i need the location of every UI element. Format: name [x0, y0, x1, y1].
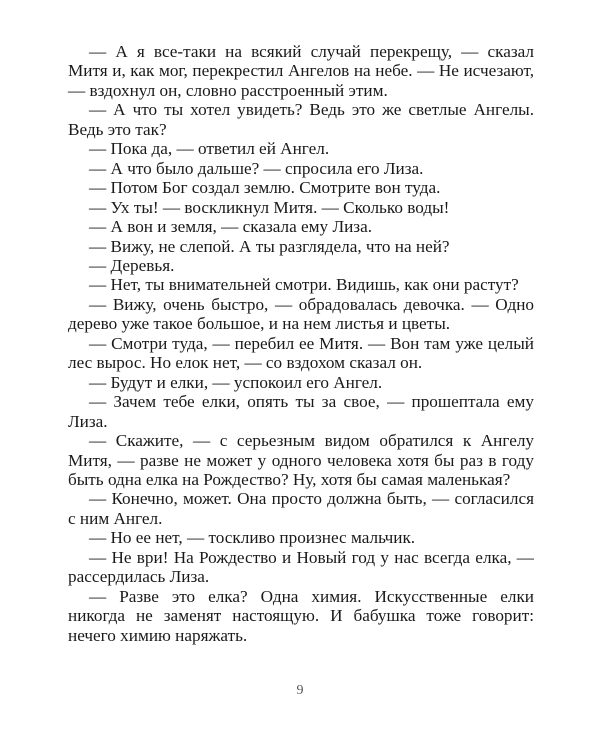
paragraph-18: — Не ври! На Рождество и Новый год у нас всегда елка, — рассердилась Лиза. [68, 547, 534, 587]
paragraph-10: — Нет, ты внимательней смотри. Видишь, как они растут? [89, 275, 519, 295]
paragraph-13: — Будут и елки, — успокоил его Ангел. [89, 372, 383, 392]
paragraph-1: — А я все-таки на всякий случай перекрещу, — сказал Митя и, как мог, перекрестил Ангелов на небе. — Не исчезают, — вздохнул он, словно расстроенный этим. [68, 42, 534, 100]
paragraph-14: — Зачем тебе елки, опять ты за свое, — прошептала ему Лиза. [68, 392, 534, 431]
paragraph-19: — Разве это елка? Одна химия. Искусственные елки никогда не заменят настоящую. И бабушка тоже говорит: нечего химию наряжать. [68, 586, 534, 645]
paragraph-2: — А что ты хотел увидеть? Ведь это же светлые Ангелы. Ведь это так? [68, 100, 534, 139]
paragraph-5: — Потом Бог создал землю. Смотрите вон туда. [89, 178, 441, 198]
paragraph-7: — А вон и земля, — сказала ему Лиза. [89, 217, 373, 237]
page-number: 9 [296, 683, 304, 698]
paragraph-9: — Деревья. [89, 255, 175, 275]
paragraph-3: — Пока да, — ответил ей Ангел. [89, 139, 330, 159]
paragraph-17: — Но ее нет, — тоскливо произнес мальчик. [89, 528, 416, 548]
paragraph-15: — Скажите, — с серьезным видом обратился к Ангелу Митя, — разве не может у одного человека хотя бы раз в году быть одна елка на Рождество? Ну, хотя бы самая маленькая? [68, 431, 534, 489]
paragraph-4: — А что было дальше? — спросила его Лиза. [89, 158, 424, 178]
paragraph-12: — Смотри туда, — перебил ее Митя. — Вон там уже целый лес вырос. Но елок нет, — со вздохом сказал он. [68, 333, 534, 373]
paragraph-8: — Вижу, не слепой. А ты разглядела, что на ней? [89, 236, 450, 256]
book-page-text [68, 42, 534, 645]
paragraph-6: — Ух ты! — воскликнул Митя. — Сколько воды! [89, 197, 450, 217]
paragraph-11: — Вижу, очень быстро, — обрадовалась девочка. — Одно дерево уже такое большое, и на нем листья и цветы. [68, 294, 534, 334]
paragraph-16: — Конечно, может. Она просто должна быть, — согласился с ним Ангел. [68, 489, 534, 528]
